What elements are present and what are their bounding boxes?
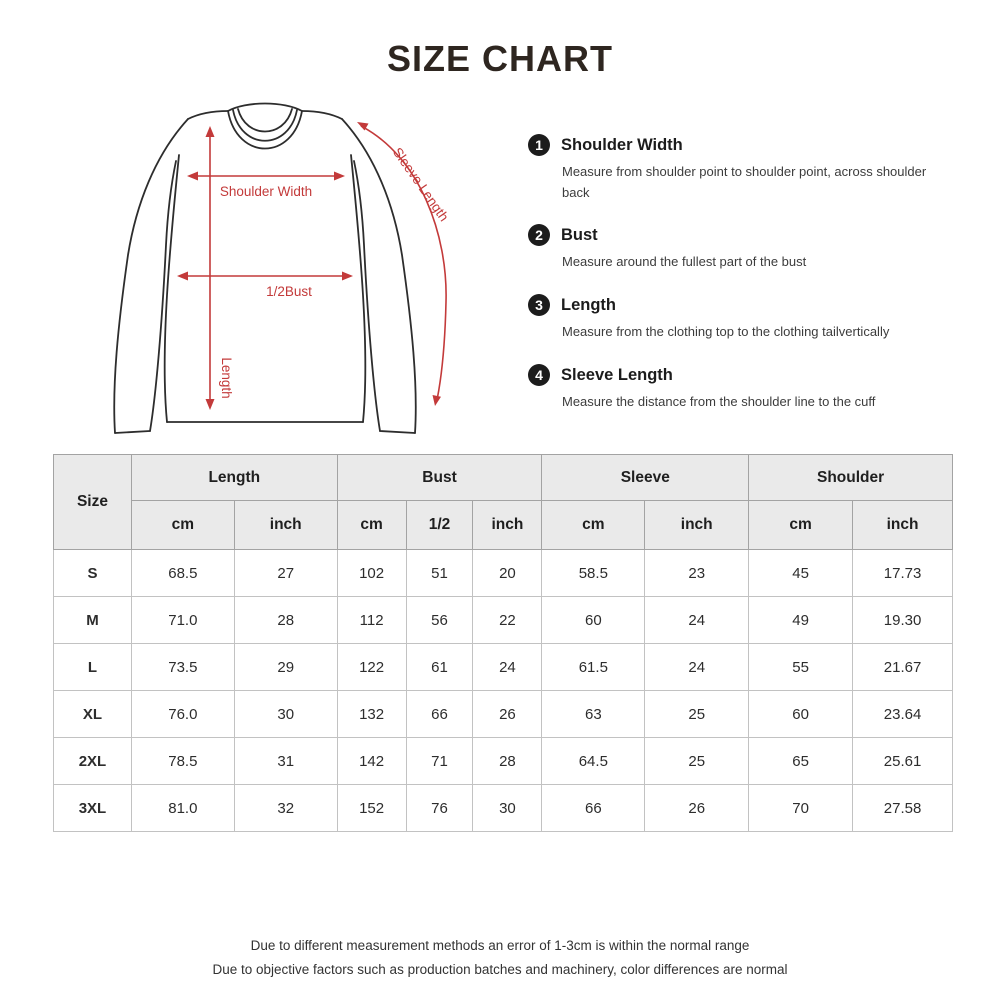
subheader-bust-cm: cm [337, 501, 406, 550]
table-row-2xl [54, 738, 953, 785]
value-cell: 63 [542, 691, 645, 738]
value-cell: 66 [406, 691, 473, 738]
subheader-bust-half: 1/2 [406, 501, 473, 550]
value-cell: 31 [234, 738, 337, 785]
value-cell: 76 [406, 785, 473, 832]
size-cell: XL [54, 691, 132, 738]
value-cell: 64.5 [542, 738, 645, 785]
value-cell: 20 [473, 550, 542, 597]
value-cell: 24 [645, 597, 749, 644]
value-cell: 21.67 [853, 644, 953, 691]
value-cell: 17.73 [853, 550, 953, 597]
value-cell: 32 [234, 785, 337, 832]
value-cell: 132 [337, 691, 406, 738]
subheader-sleeve-inch: inch [645, 501, 749, 550]
sweater-measure-diagram [100, 95, 500, 440]
value-cell: 30 [234, 691, 337, 738]
value-cell: 22 [473, 597, 542, 644]
footnote-color-difference: Due to objective factors such as production batches and machinery, color differences are normal [212, 962, 788, 977]
instruction-title: Length [561, 295, 616, 314]
table-row-3xl [54, 785, 953, 832]
value-cell: 51 [406, 550, 473, 597]
number-2-bullet-icon: 2 [528, 224, 550, 246]
value-cell: 65 [749, 738, 853, 785]
value-cell: 60 [749, 691, 853, 738]
value-cell: 27 [234, 550, 337, 597]
value-cell: 66 [542, 785, 645, 832]
subheader-length-cm: cm [131, 501, 234, 550]
subheader-length-inch: inch [234, 501, 337, 550]
value-cell: 76.0 [131, 691, 234, 738]
value-cell: 25.61 [853, 738, 953, 785]
sweater-diagram-svg [100, 95, 500, 440]
value-cell: 25 [645, 691, 749, 738]
column-group-bust: Bust [337, 455, 542, 501]
value-cell: 49 [749, 597, 853, 644]
value-cell: 73.5 [131, 644, 234, 691]
instruction-item-sleeve-length [528, 364, 968, 413]
length-label: Length [219, 357, 234, 399]
number-4-bullet-icon: 4 [528, 364, 550, 386]
column-header-size: Size [54, 455, 132, 550]
value-cell: 81.0 [131, 785, 234, 832]
subheader-shoulder-inch: inch [853, 501, 953, 550]
instruction-title: Bust [561, 225, 598, 244]
value-cell: 23 [645, 550, 749, 597]
instruction-item-bust [528, 224, 968, 273]
size-chart-table [53, 454, 953, 832]
value-cell: 70 [749, 785, 853, 832]
table-subheader-row [54, 501, 953, 550]
instruction-title: Shoulder Width [561, 135, 683, 154]
value-cell: 78.5 [131, 738, 234, 785]
page-title: SIZE CHART [387, 38, 613, 79]
instruction-item-shoulder-width [528, 134, 968, 204]
column-group-shoulder: Shoulder [749, 455, 953, 501]
half-bust-label: 1/2Bust [266, 284, 312, 299]
table-group-header-row [54, 455, 953, 501]
value-cell: 71.0 [131, 597, 234, 644]
footnote-measurement-error: Due to different measurement methods an error of 1-3cm is within the normal range [250, 938, 750, 953]
instruction-description: Measure from the clothing top to the clothing tailvertically [562, 324, 890, 339]
number-1-bullet-icon: 1 [528, 134, 550, 156]
value-cell: 24 [473, 644, 542, 691]
size-cell: M [54, 597, 132, 644]
subheader-bust-inch: inch [473, 501, 542, 550]
value-cell: 24 [645, 644, 749, 691]
size-cell: L [54, 644, 132, 691]
value-cell: 26 [645, 785, 749, 832]
shoulder-width-label: Shoulder Width [219, 184, 313, 199]
instruction-description: Measure the distance from the shoulder line to the cuff [562, 394, 876, 409]
value-cell: 27.58 [853, 785, 953, 832]
instruction-title: Sleeve Length [561, 365, 673, 384]
size-cell: S [54, 550, 132, 597]
sweater-outline-icon [114, 104, 416, 434]
column-group-length: Length [131, 455, 337, 501]
value-cell: 122 [337, 644, 406, 691]
value-cell: 61 [406, 644, 473, 691]
value-cell: 61.5 [542, 644, 645, 691]
subheader-sleeve-cm: cm [542, 501, 645, 550]
value-cell: 55 [749, 644, 853, 691]
table-row-xl [54, 691, 953, 738]
value-cell: 29 [234, 644, 337, 691]
value-cell: 28 [234, 597, 337, 644]
instruction-item-length [528, 294, 968, 343]
value-cell: 60 [542, 597, 645, 644]
size-cell: 3XL [54, 785, 132, 832]
sleeve-length-label: Sleeve Length [389, 144, 452, 225]
value-cell: 58.5 [542, 550, 645, 597]
number-3-bullet-icon: 3 [528, 294, 550, 316]
value-cell: 68.5 [131, 550, 234, 597]
value-cell: 112 [337, 597, 406, 644]
subheader-shoulder-cm: cm [749, 501, 853, 550]
instruction-description: Measure around the fullest part of the bust [562, 254, 807, 269]
value-cell: 25 [645, 738, 749, 785]
value-cell: 142 [337, 738, 406, 785]
value-cell: 26 [473, 691, 542, 738]
column-group-sleeve: Sleeve [542, 455, 749, 501]
value-cell: 45 [749, 550, 853, 597]
instruction-description: Measure from shoulder point to shoulder point, across shoulder back [562, 164, 927, 200]
value-cell: 30 [473, 785, 542, 832]
value-cell: 102 [337, 550, 406, 597]
size-cell: 2XL [54, 738, 132, 785]
value-cell: 23.64 [853, 691, 953, 738]
value-cell: 19.30 [853, 597, 953, 644]
table-row-s [54, 550, 953, 597]
value-cell: 56 [406, 597, 473, 644]
value-cell: 28 [473, 738, 542, 785]
table-row-l [54, 644, 953, 691]
table-row-m [54, 597, 953, 644]
value-cell: 71 [406, 738, 473, 785]
value-cell: 152 [337, 785, 406, 832]
